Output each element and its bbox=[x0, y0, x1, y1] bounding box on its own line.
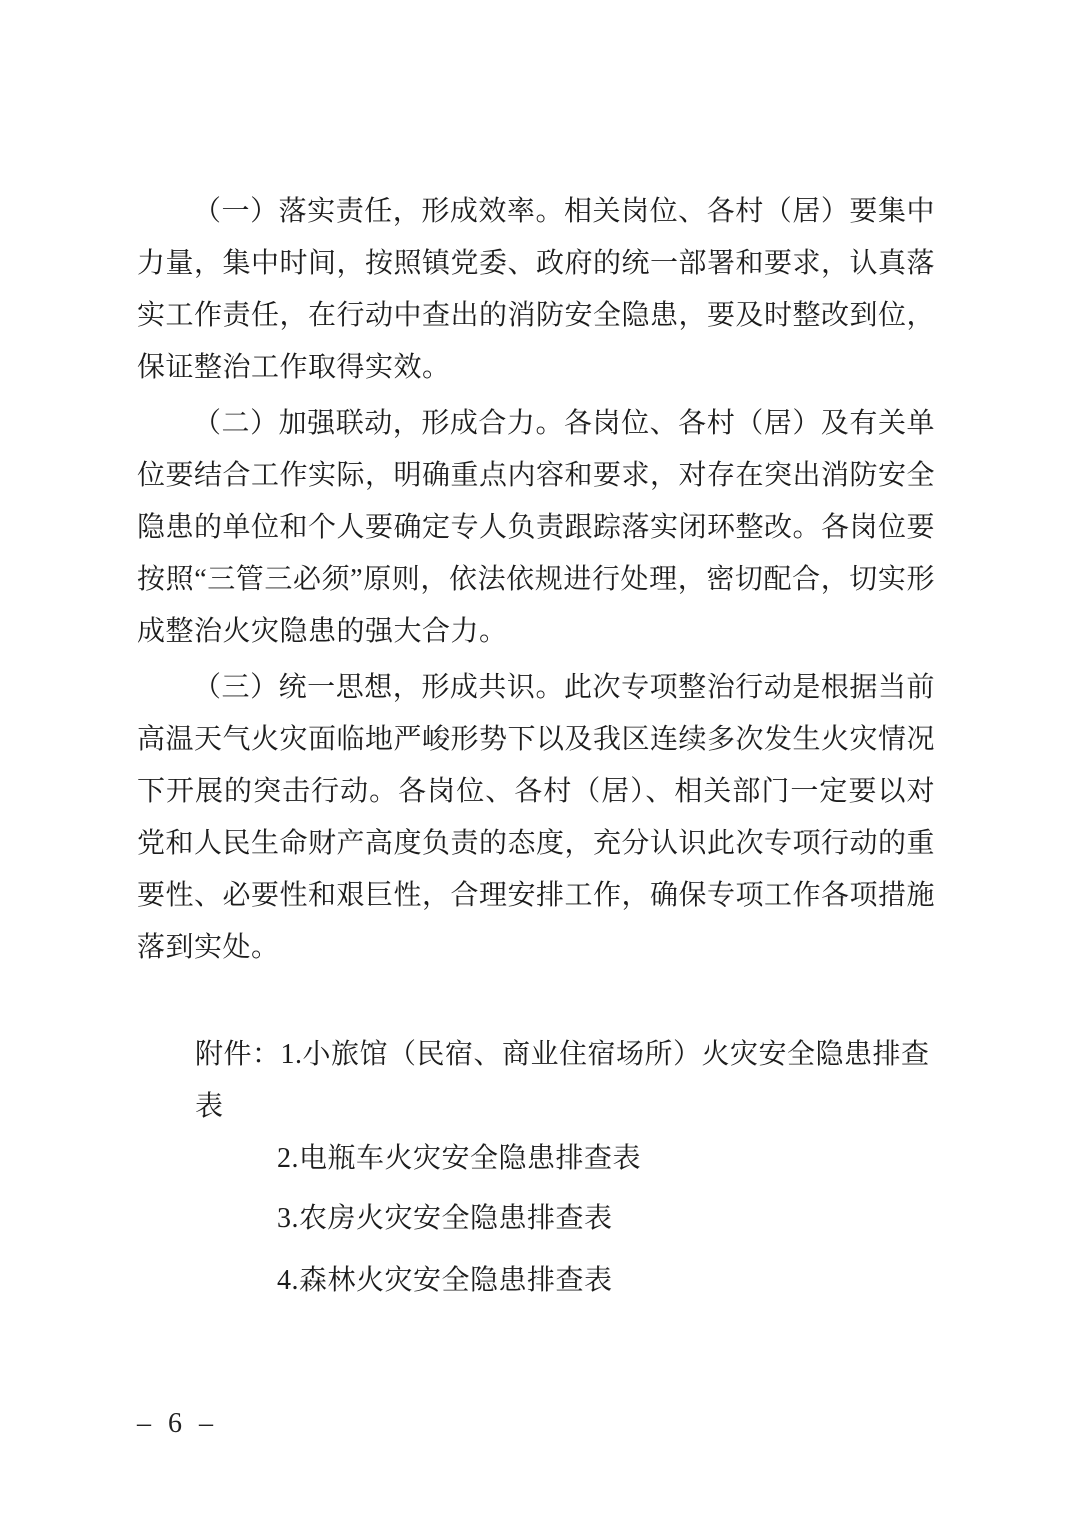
attachment-item-3: 3.农房火灾安全隐患排查表 bbox=[277, 1203, 613, 1234]
attachment-item-4: 4.森林火灾安全隐患排查表 bbox=[277, 1265, 613, 1296]
paragraph-coordination: （二）加强联动，形成合力。各岗位、各村（居）及有关单位要结合工作实际，明确重点内容和要求，对存在突出消防安全隐患的单位和个人要确定专人负责跟踪落实闭环整改。各岗位要按照“三管三必须”原则，依法依规进行处理，密切配合，切实形成整治火灾隐患的强大合力。 bbox=[137, 408, 936, 647]
attachment-item-1: 1.小旅馆（民宿、商业住宿场所）火灾安全隐患排查表 bbox=[195, 1039, 930, 1122]
page-number: – 6 – bbox=[137, 1408, 218, 1439]
attachment-item-2: 2.电瓶车火灾安全隐患排查表 bbox=[277, 1143, 642, 1174]
attachment-line-1 bbox=[137, 1029, 935, 1133]
document-body bbox=[137, 186, 935, 1307]
attachments-label: 附件： bbox=[195, 1039, 281, 1070]
attachments-section bbox=[137, 1029, 935, 1307]
paragraph-responsibility: （一）落实责任，形成效率。相关岗位、各村（居）要集中力量，集中时间，按照镇党委、政府的统一部署和要求，认真落实工作责任，在行动中查出的消防安全隐患，要及时整改到位，保证整治工作取得实效。 bbox=[137, 196, 936, 383]
paragraph-consensus: （三）统一思想，形成共识。此次专项整治行动是根据当前高温天气火灾面临地严峻形势下以及我区连续多次发生火灾情况下开展的突击行动。各岗位、各村（居）、相关部门一定要以对党和人民生命财产高度负责的态度，充分认识此次专项行动的重要性、必要性和艰巨性，合理安排工作，确保专项工作各项措施落到实处。 bbox=[137, 672, 936, 963]
